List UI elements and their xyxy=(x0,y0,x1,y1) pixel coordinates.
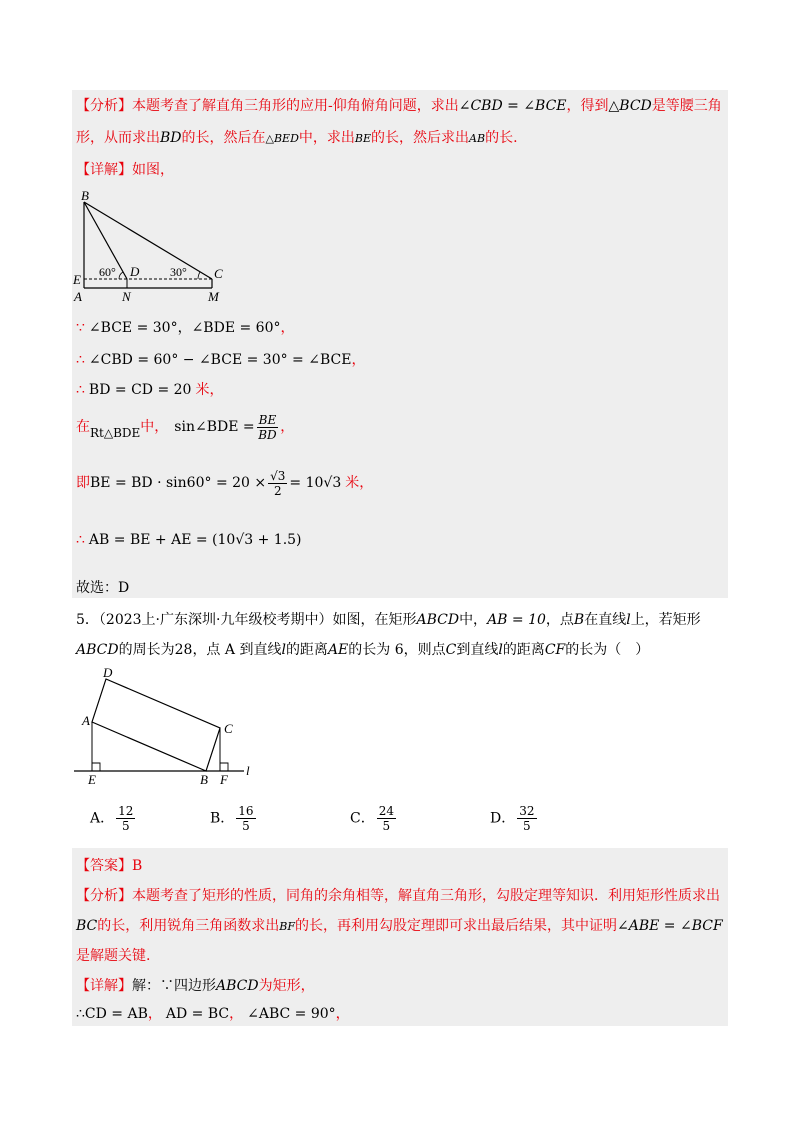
fig1-arc-60 xyxy=(119,272,123,279)
question-5-line-2: ABCD的周长为28，点 A 到直线l的距离AE的长为 6，则点C到直线l的距离CF的长为（ ） xyxy=(76,642,650,658)
analysis-line-2: 形，从而求出BD的长，然后在△BED中，求出BE的长，然后求出AB的长. xyxy=(76,130,518,146)
fig1-label-D: D xyxy=(130,264,140,279)
fig1-label-A: A xyxy=(74,289,82,304)
fig2-rightangle-F xyxy=(220,763,228,771)
solution-shade-2 xyxy=(72,848,728,1026)
analysis2-line-1: 【分析】本题考查了矩形的性质，同角的余角相等，解直角三角形，勾股定理等知识．利用矩形性质求出 xyxy=(76,888,720,904)
fig2-label-F: F xyxy=(220,772,228,787)
fig2-label-A: A xyxy=(82,713,90,728)
fig2-label-E: E xyxy=(88,772,96,787)
step-2: ∴ ∠CBD = 60° − ∠BCE = 30° = ∠BCE， xyxy=(76,352,366,368)
detail2-line-2: ∴CD = AB， AD = BC， ∠ABC = 90°， xyxy=(76,1006,350,1022)
fig1-label-C: C xyxy=(214,266,223,281)
answer-value: B xyxy=(132,858,143,874)
step-3: ∴ BD = CD = 20 米， xyxy=(76,382,224,398)
fig1-arc-30 xyxy=(198,272,200,279)
analysis2-tag: 【分析】 xyxy=(76,888,132,904)
step-5: 即BE = BD · sin60° = 20 × $\frac{√3}{2}$ = 10√3 米， xyxy=(76,468,374,498)
fig1-label-60: 60° xyxy=(99,265,116,279)
fig1-label-30: 30° xyxy=(170,265,187,279)
fig1-label-B: B xyxy=(81,190,89,203)
choice-line: 故选：D xyxy=(76,580,130,596)
sqrt3-fraction: $\frac{√3}{2}$ xyxy=(270,468,286,498)
sin-fraction: $\frac{BE}{BD}$ xyxy=(258,412,277,442)
fig1-label-N: N xyxy=(122,289,131,304)
fig1-label-M: M xyxy=(208,289,219,304)
detail2-tag: 【详解】 xyxy=(76,978,132,994)
analysis-line-1: 【分析】本题考查了解直角三角形的应用-仰角俯角问题，求出∠CBD = ∠BCE，得到△BCD是等腰三角 xyxy=(76,98,722,114)
fig2-label-D: D xyxy=(103,665,113,680)
detail2-line-1: 【详解】解：∵四边形ABCD为矩形， xyxy=(76,978,315,994)
option-a[interactable]: A． $\frac{12}{5}$ xyxy=(90,804,134,833)
fig2-label-l: l xyxy=(246,763,250,778)
option-c[interactable]: C． $\frac{24}{5}$ xyxy=(350,804,394,833)
figure-2-rectangle xyxy=(72,665,262,790)
analysis-tag: 【分析】 xyxy=(76,98,132,114)
detail-tag: 【详解】 xyxy=(76,162,132,178)
analysis2-line-2: BC的长，利用锐角三角函数求出BF的长，再利用勾股定理即可求出最后结果，其中证明∠ABE = ∠BCF xyxy=(76,918,723,934)
answer-tag: 【答案】 xyxy=(76,858,132,874)
figure-1-triangle xyxy=(72,190,242,310)
question-5-line-1: 5．（2023上·广东深圳·九年级校考期中）如图，在矩形ABCD中，AB = 10，点B在直线l上，若矩形 xyxy=(76,612,701,628)
analysis2-line-3: 是解题关键. xyxy=(76,948,151,964)
fig2-label-C: C xyxy=(224,721,233,736)
fig2-label-B: B xyxy=(200,772,208,787)
option-b[interactable]: B． $\frac{16}{5}$ xyxy=(210,804,254,833)
step-4: 在Rt△BDE中， sin∠BDE = $\frac{BE}{BD}$ ， xyxy=(76,412,295,442)
step-6: ∴ AB = BE + AE = (10√3 + 1.5) xyxy=(76,532,302,548)
detail-line: 【详解】如图， xyxy=(76,162,174,178)
fig2-rect-ABCD xyxy=(92,679,220,771)
option-d[interactable]: D． $\frac{32}{5}$ xyxy=(490,804,535,833)
fig1-label-E: E xyxy=(73,272,81,287)
step-1: ∵ ∠BCE = 30°，∠BDE = 60°， xyxy=(76,320,295,336)
fig2-rightangle-E xyxy=(92,763,100,771)
answer-line xyxy=(76,856,142,876)
